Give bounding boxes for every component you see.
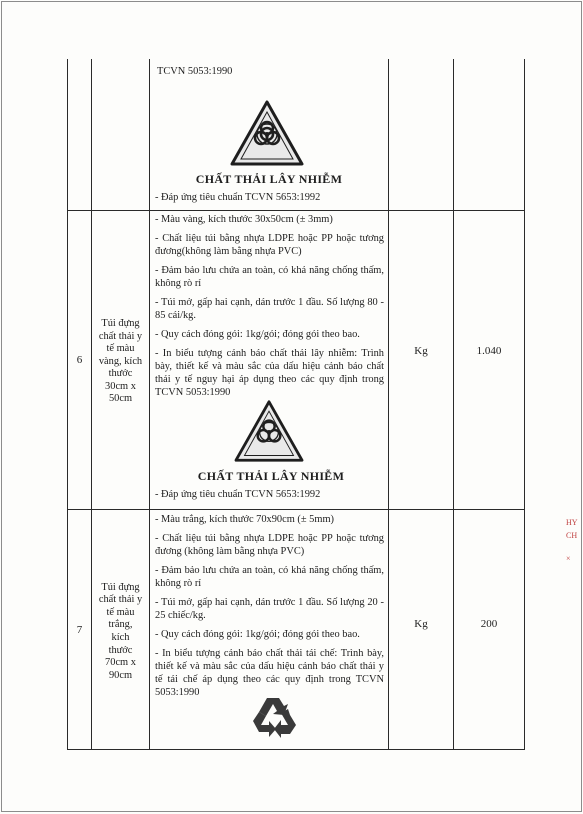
continued-standard-text: TCVN 5053:1990 bbox=[157, 66, 233, 77]
name-line: 70cm x bbox=[105, 657, 136, 669]
name-line: chất thải y bbox=[98, 330, 143, 342]
name-line: thước bbox=[108, 368, 133, 380]
name-line: tế màu bbox=[106, 606, 135, 618]
spec-line: - Quy cách đóng gói: 1kg/gói; đóng gói theo bao. bbox=[155, 329, 360, 340]
standard-requirement: - Đáp ứng tiêu chuẩn TCVN 5653:1992 bbox=[155, 192, 321, 203]
name-line: 90cm bbox=[108, 669, 133, 681]
biohazard-triangle-icon bbox=[229, 98, 305, 168]
row-7-item-name bbox=[92, 510, 149, 750]
standard-requirement: - Đáp ứng tiêu chuẩn TCVN 5653:1992 bbox=[155, 489, 321, 500]
spec-line: - Túi mở, gấp hai cạnh, dán trước 1 đầu. Số lượng 80 - 85 cái/kg. bbox=[155, 297, 384, 321]
row-6-specifications bbox=[155, 213, 384, 399]
spec-line: - Chất liệu túi bằng nhựa LDPE hoặc PP hoặc tương đương(không làm bằng nhựa PVC) bbox=[155, 233, 384, 257]
row-7-quantity: 200 bbox=[480, 618, 498, 630]
row-6-unit: Kg bbox=[414, 345, 428, 357]
row-7-specifications bbox=[155, 513, 384, 699]
spec-line: - Túi mở, gấp hai cạnh, dán trước 1 đầu. Số lượng 20 - 25 chiếc/kg. bbox=[155, 597, 384, 621]
margin-stamp-fragment: HY CH × bbox=[566, 518, 578, 563]
row-6-item-name bbox=[92, 211, 149, 509]
spec-line: - Màu vàng, kích thước 30x50cm (± 3mm) bbox=[155, 214, 333, 225]
spec-line: - Đảm bảo lưu chứa an toàn, có khả năng chống thấm, không rò rỉ bbox=[155, 565, 384, 589]
name-line: Túi đựng bbox=[101, 581, 140, 593]
name-line: tế màu bbox=[106, 343, 135, 355]
spec-line: - In biểu tượng cảnh báo chất thải tái chế: Trình bày, thiết kế và màu sắc của dấu hiệu cảnh báo chất thải y tế tái chế áp dụng theo các quy định trong TCVN 5053:1990 bbox=[155, 648, 384, 698]
name-line: thước bbox=[108, 644, 133, 656]
name-line: chất thải y bbox=[98, 594, 143, 606]
row-7-unit: Kg bbox=[414, 618, 428, 630]
name-line: Túi đựng bbox=[101, 317, 140, 329]
spec-line: - Đảm bảo lưu chứa an toàn, có khả năng chống thấm, không rò rỉ bbox=[155, 265, 384, 289]
spec-line: - Màu trắng, kích thước 70x90cm (± 5mm) bbox=[155, 514, 334, 525]
name-line: trắng, bbox=[108, 619, 133, 631]
recycle-icon bbox=[250, 694, 298, 740]
spec-line: - Chất liệu túi bằng nhựa LDPE hoặc PP hoặc tương đương (không làm bằng nhựa PVC) bbox=[155, 533, 384, 557]
biohazard-triangle-icon bbox=[233, 398, 305, 464]
row-6-quantity: 1.040 bbox=[476, 345, 502, 357]
name-line: 30cm x bbox=[105, 380, 136, 392]
column-divider-name bbox=[149, 59, 150, 750]
infectious-waste-title: CHẤT THẢI LÂY NHIỄM bbox=[195, 172, 343, 186]
table-border-right bbox=[524, 59, 525, 750]
row-7-stt: 7 bbox=[76, 624, 83, 636]
spec-line: - In biểu tượng cảnh báo chất thải lây nhiễm: Trình bày, thiết kế và màu sắc của dấu hiệu cảnh báo chất thải y tế nguy hại áp dụng theo các quy định trong TCVN 5053:1990 bbox=[155, 348, 384, 398]
name-line: vàng, kích bbox=[98, 355, 143, 367]
name-line: 50cm bbox=[108, 393, 133, 405]
row-6-stt: 6 bbox=[76, 354, 83, 366]
name-line: kích bbox=[111, 632, 130, 643]
spec-line: - Quy cách đóng gói: 1kg/gói; đóng gói theo bao. bbox=[155, 629, 360, 640]
infectious-waste-title: CHẤT THẢI LÂY NHIỄM bbox=[197, 469, 345, 483]
